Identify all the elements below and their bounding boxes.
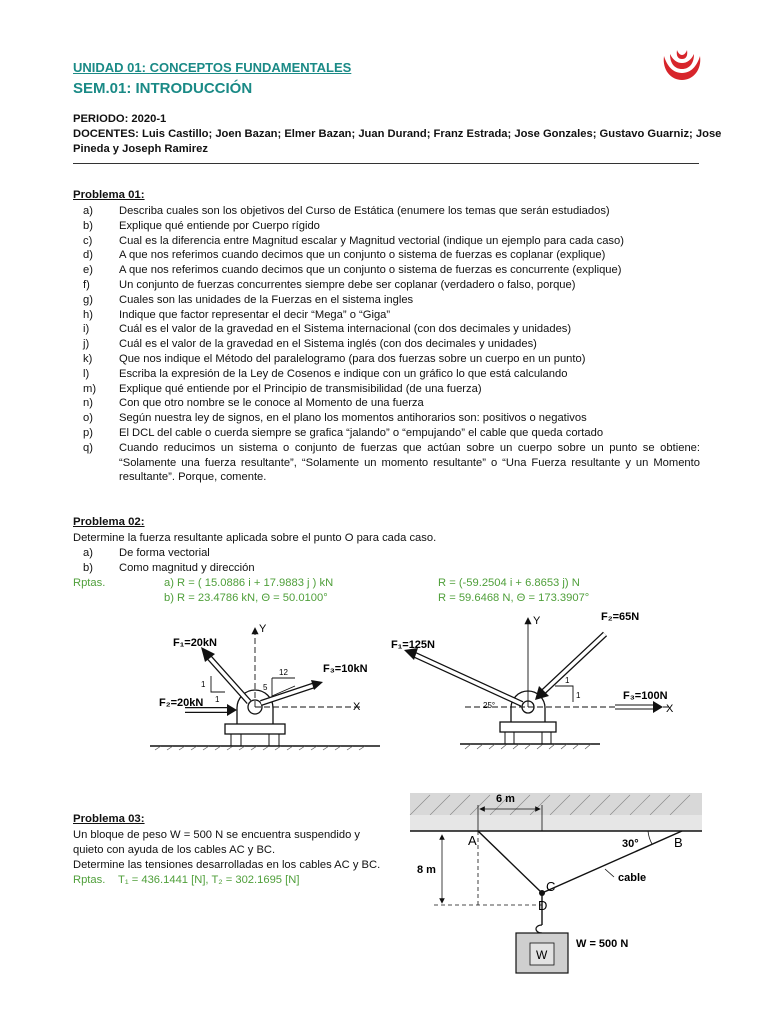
figure-1 <box>145 610 385 770</box>
problem-02-title: Problema 02: <box>73 516 145 528</box>
point-a: A <box>468 833 477 848</box>
force-label-f1: F₁=20kN <box>173 637 217 649</box>
upc-logo <box>659 48 705 84</box>
list-item: q) Cuando reducimos un sistema o conjunto de fuerzas que actúan sobre un cuerpo sobre un punto se obtiene: “Solamente una fuerza resultante”, “Solamente un momento resultante” o “Una Fuerza resultante y un Momento resultante”. Porque, comente. <box>83 441 700 484</box>
angle-30: 30° <box>622 838 639 850</box>
axis-x-label: X <box>666 703 674 715</box>
problem-03-line-2: quieto con ayuda de los cables AC y BC. <box>73 844 276 856</box>
problem-01-title: Problema 01: <box>73 189 145 201</box>
slope-label-1b: 1 <box>215 695 220 704</box>
answer-b-fig1: b) R = 23.4786 kN, Θ = 50.0100° <box>164 592 328 604</box>
figure-3 <box>400 785 705 1015</box>
dimension-6m: 6 m <box>496 793 515 805</box>
teachers-line-2: Pineda y Joseph Ramirez <box>73 143 208 155</box>
weight-value: W = 500 N <box>576 938 629 950</box>
axis-y-label: Y <box>533 615 541 627</box>
point-d: D <box>538 898 548 913</box>
list-item: k) Que nos indique el Método del paralelogramo (para dos fuerzas sobre un cuerpo en un punto) <box>83 352 586 365</box>
list-item: p) El DCL del cable o cuerda siempre se grafica “jalando” o “empujando” el cable que queda cortado <box>83 426 604 439</box>
list-item: j) Cuál es el valor de la gravedad en el Sistema inglés (con dos decimales y unidades) <box>83 338 537 351</box>
list-item: m) Explique qué entiende por el Principio de transmisibilidad (de una fuerza) <box>83 382 482 395</box>
problem-02-list <box>83 546 383 576</box>
dimension-8m: 8 m <box>417 864 436 876</box>
answer-a-fig2: R = (-59.2504 i + 6.8653 j) N <box>438 577 580 589</box>
teachers-line-1: DOCENTES: Luis Castillo; Joen Bazan; Elmer Bazan; Juan Durand; Franz Estrada; Jose Gonzales; Gustavo Guarniz; Jose <box>73 128 722 140</box>
slope-label-12: 12 <box>279 668 288 677</box>
cable-label: cable <box>618 872 647 884</box>
list-item: h) Indique que factor representar el decir “Mega” o “Giga” <box>83 308 391 321</box>
force-label-f2: F₂=20kN <box>159 697 204 709</box>
problem-03-line-1: Un bloque de peso W = 500 N se encuentra suspendido y <box>73 829 361 841</box>
force-label-f3: F₃=100N <box>623 690 668 702</box>
figure-2 <box>385 606 685 766</box>
list-item: b) Como magnitud y dirección <box>83 561 255 574</box>
slope-label-1: 1 <box>565 676 570 685</box>
answers-label: Rptas. <box>73 874 106 886</box>
list-item: e) A que nos referimos cuando decimos que un conjunto o sistema de fuerzas es concurrente (explique) <box>83 264 622 277</box>
force-label-f1: F₁=125N <box>391 639 435 651</box>
unit-title: UNIDAD 01: CONCEPTOS FUNDAMENTALES <box>73 60 352 75</box>
problem-01-list <box>83 204 700 485</box>
answer-b-fig2: R = 59.6468 N, Θ = 173.3907° <box>438 592 590 604</box>
axis-y-label: Y <box>259 623 267 635</box>
week-title: SEM.01: INTRODUCCIÓN <box>73 80 253 97</box>
divider <box>73 163 699 164</box>
list-item: f) Un conjunto de fuerzas concurrentes siempre debe ser coplanar (verdadero o falso, porque) <box>83 278 576 291</box>
problem-03-line-3: Determine las tensiones desarrolladas en los cables AC y BC. <box>73 859 381 871</box>
list-item: b) Explique qué entiende por Cuerpo rígido <box>83 219 320 232</box>
point-c: C <box>546 879 556 894</box>
list-item: a) Describa cuales son los objetivos del Curso de Estática (enumere los temas que serán estudiados) <box>83 205 610 217</box>
slope-label-1: 1 <box>201 680 206 689</box>
point-b: B <box>674 835 683 850</box>
list-item: d) A que nos referimos cuando decimos que un conjunto o sistema de fuerzas es coplanar (explique) <box>83 249 606 262</box>
list-item: g) Cuales son las unidades de la Fuerzas en el sistema ingles <box>83 293 414 306</box>
answer-a-fig1: a) R = ( 15.0886 i + 17.9883 j ) kN <box>164 577 334 589</box>
list-item: i) Cuál es el valor de la gravedad en el Sistema internacional (con dos decimales y unidades) <box>83 323 572 336</box>
angle-label: 25° <box>483 701 496 710</box>
list-item: l) Escriba la expresión de la Ley de Cosenos e indique con un gráfico lo que está calculando <box>83 367 568 380</box>
period: PERIODO: 2020-1 <box>73 113 167 125</box>
problem-03-title: Problema 03: <box>73 813 145 825</box>
axis-x-label: X <box>353 701 361 713</box>
force-label-f2: F₂=65N <box>601 611 640 623</box>
answers-label: Rptas. <box>73 577 106 589</box>
list-item: n) Con que otro nombre se le conoce al Momento de una fuerza <box>83 397 424 410</box>
problem-02-statement: Determine la fuerza resultante aplicada sobre el punto O para cada caso. <box>73 532 437 544</box>
weight-symbol: W <box>536 948 548 962</box>
answer-tensions: T₁ = 436.1441 [N], T₂ = 302.1695 [N] <box>118 874 300 886</box>
list-item: a) De forma vectorial <box>83 547 210 559</box>
list-item: c) Cual es la diferencia entre Magnitud escalar y Magnitud vectorial (indique un ejemplo para cada caso) <box>83 234 624 247</box>
slope-label-5: 5 <box>263 683 268 692</box>
list-item: o) Según nuestra ley de signos, en el plano los momentos antihorarios son: positivos o negativos <box>83 412 587 425</box>
force-label-f3: F₃=10kN <box>323 663 368 675</box>
slope-label-1b: 1 <box>576 691 581 700</box>
